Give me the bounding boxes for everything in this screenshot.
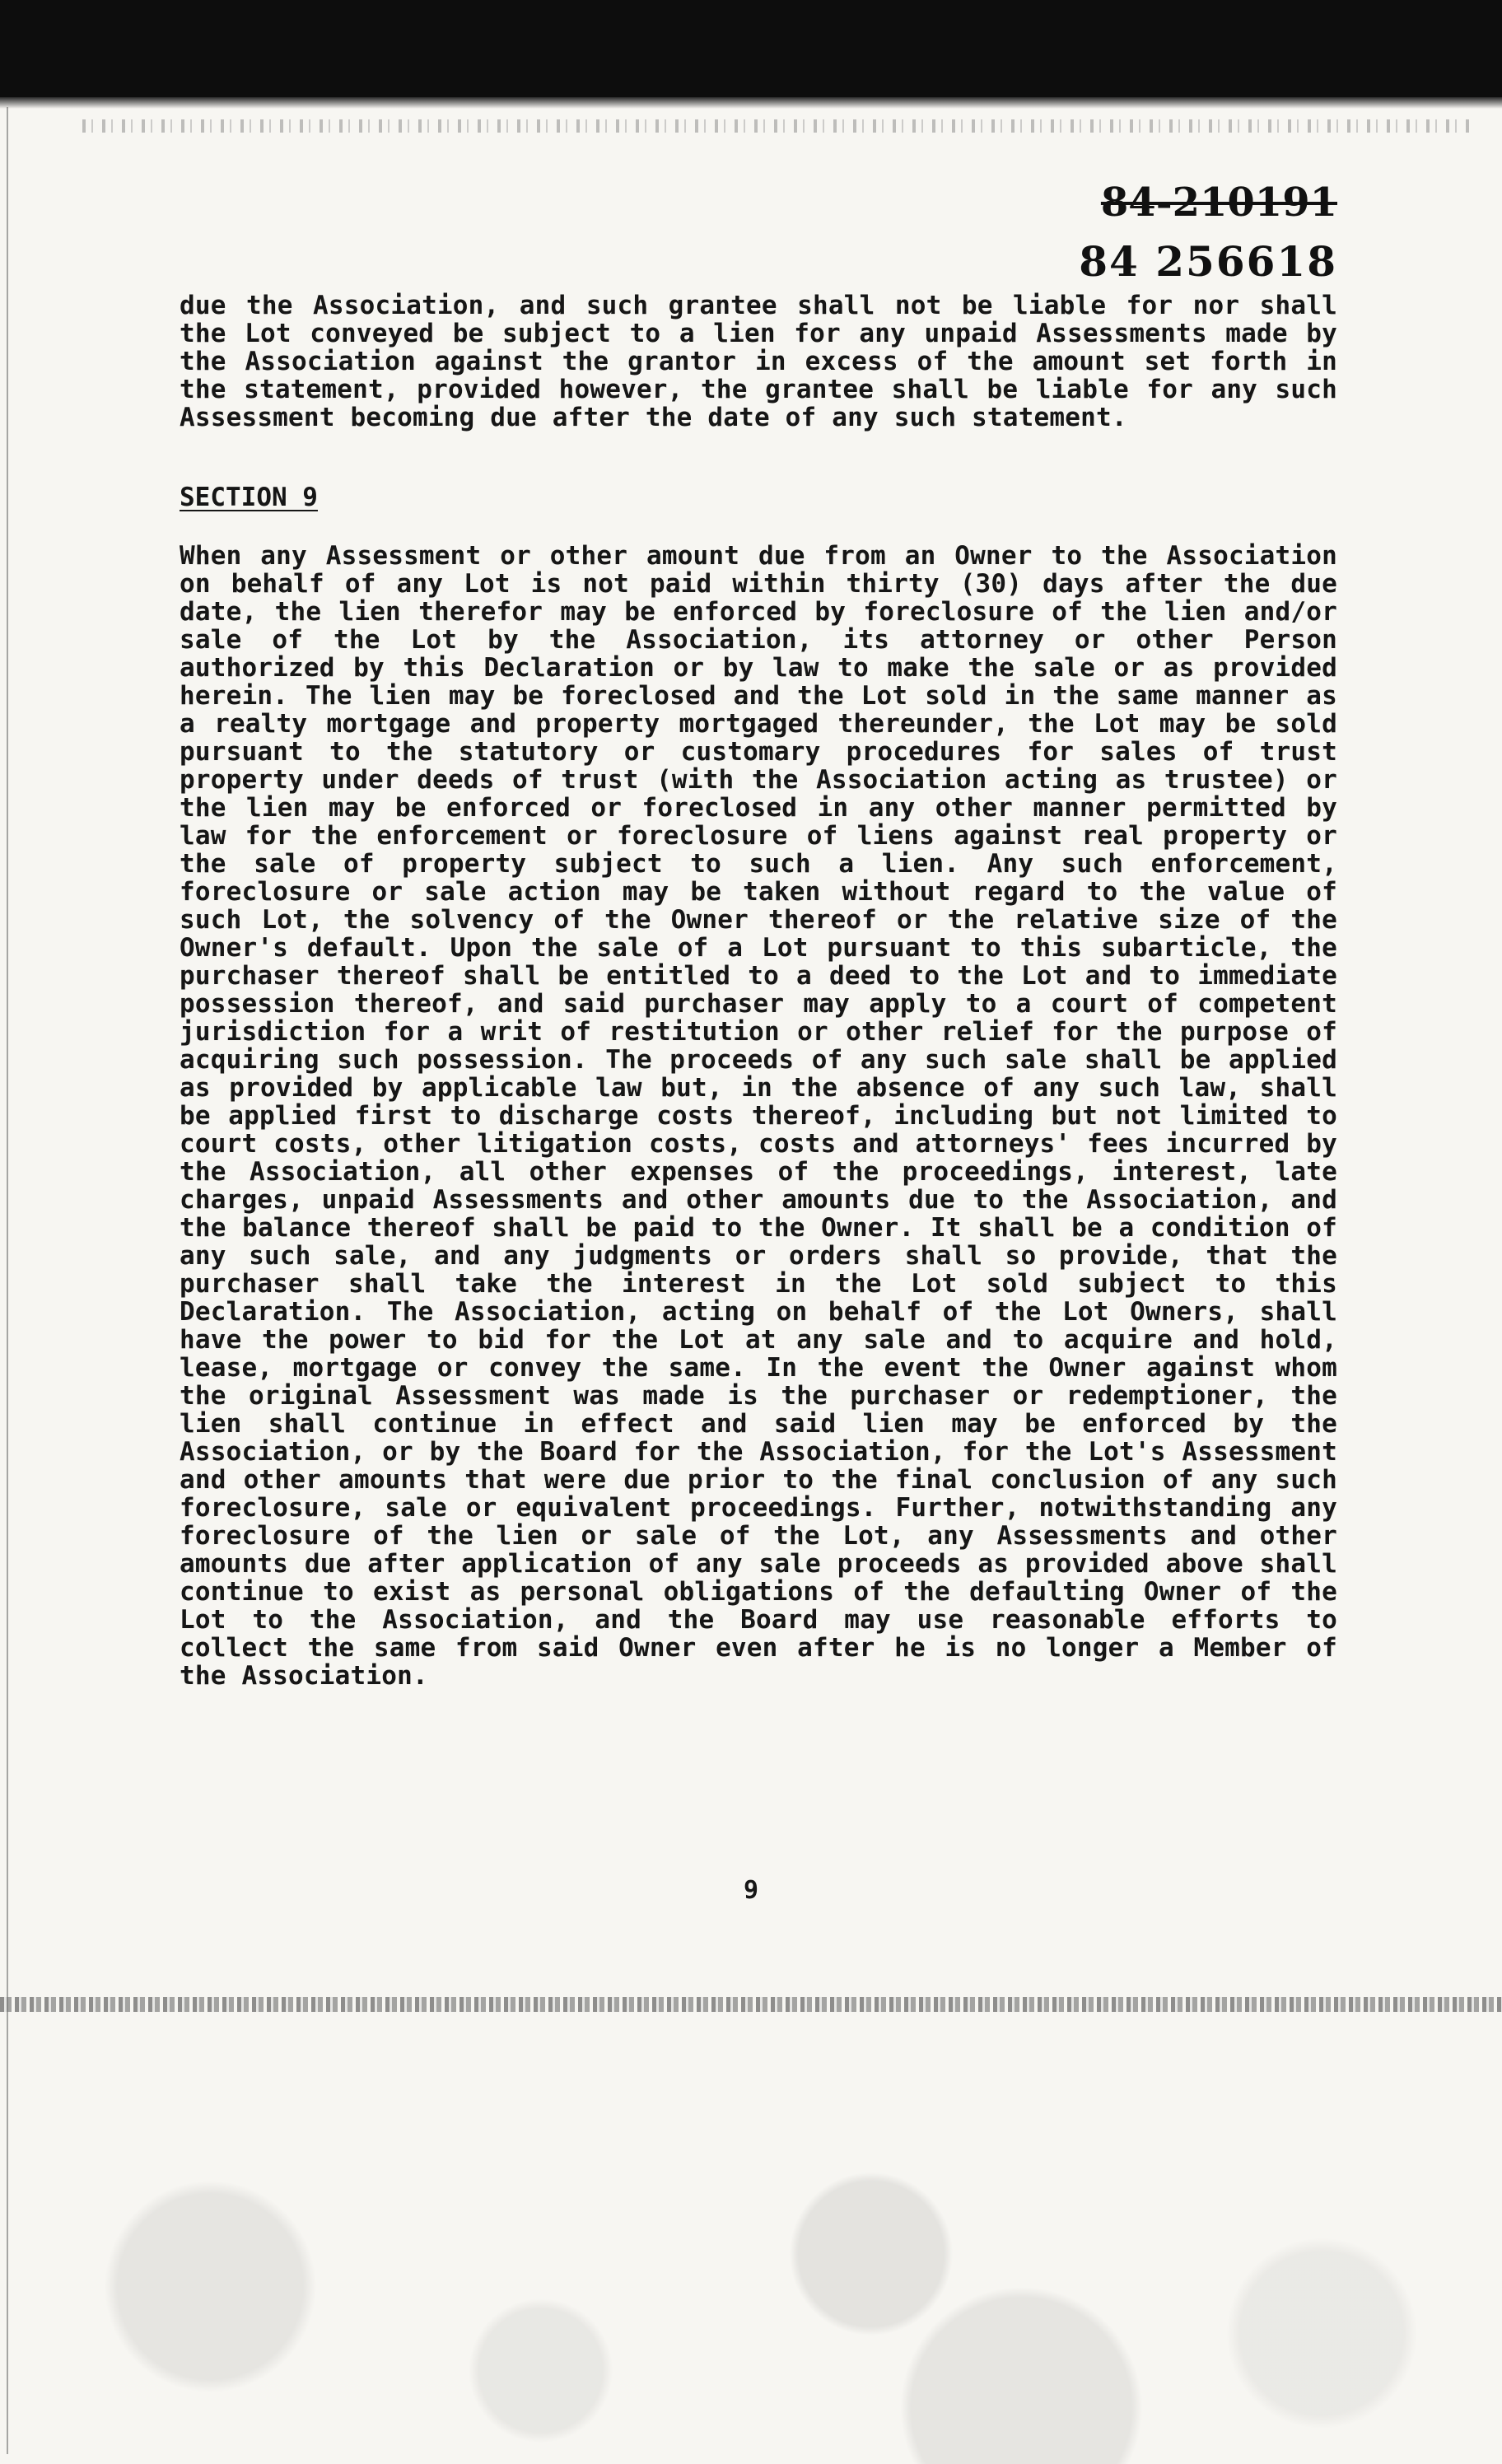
scan-bottom-noise bbox=[0, 1997, 1502, 2464]
struck-recording-number: 84-210191 bbox=[1100, 180, 1337, 226]
scanner-top-band bbox=[0, 0, 1502, 97]
section-body: When any Assessment or other amount due from an Owner to the Association on behalf of any Lot is not paid within thirty (30) days after the due date, the lien therefor may be enforced by foreclosure of the lien and/or sale of the Lot by the Association, its attorney or other Person authorized by this Declaration or by law to make the sale or as provided herein. The lien may be foreclosed and the Lot sold in the same manner as a realty mortgage and property mortgaged thereunder, the Lot may be sold pursuant to the statutory or customary procedures for sales of trust property under deeds of trust (with the Association acting as trustee) or the lien may be enforced or foreclosed in any other manner permitted by law for the enforcement or foreclosure of liens against real property or the sale of property subject to such a lien. Any such enforcement, foreclosure or sale action may be taken without regard to the value of such Lot, the solvency of the Owner thereof or the relative size of the Owner's default. Upon the sale of a Lot pursuant to this subarticle, the purchaser thereof shall be entitled to a deed to the Lot and to immediate possession thereof, and said purchaser may apply to a court of competent jurisdiction for a writ of restitution or other relief for the purpose of acquiring such possession. The proceeds of any such sale shall be applied as provided by applicable law but, in the absence of any such law, shall be applied first to discharge costs thereof, including but not limited to court costs, other litigation costs, costs and attorneys' fees incurred by the Association, all other expenses of the proceedings, interest, late charges, unpaid Assessments and other amounts due to the Association, and the balance thereof shall be paid to the Owner. It shall be a condition of any such sale, and any judgments or orders shall so provide, that the purchaser shall take the interest in the Lot sold subject to this Declaration. The Association, acting on behalf of the Lot Owners, shall have the power to bid for the Lot at any sale and to acquire and hold, lease, mortgage or convey the same. In the event the Owner against whom the original Assessment was made is the purchaser or redemptioner, the lien shall continue in effect and said lien may be enforced by the Association, or by the Board for the Association, for the Lot's Assessment and other amounts that were due prior to the final conclusion of any such foreclosure, sale or equivalent proceedings. Further, notwithstanding any foreclosure of the lien or sale of the Lot, any Assessments and other amounts due after application of any sale proceeds as provided above shall continue to exist as personal obligations of the defaulting Owner of the Lot to the Association, and the Board may use reasonable efforts to collect the same from said Owner even after he is no longer a Member of the Association. bbox=[180, 541, 1337, 1691]
continued-paragraph: due the Association, and such grantee shall not be liable for nor shall the Lot conveyed be subject to a lien for any unpaid Assessments made by the Association against the grantor in excess of the amount set forth in the statement, provided however, the grantee shall be liable for any such Assessment becoming due after the date of any such statement. bbox=[180, 291, 1337, 432]
scan-noise-line bbox=[82, 119, 1474, 133]
section-heading: SECTION 9 bbox=[180, 483, 318, 512]
recording-number: 84 256618 bbox=[1079, 237, 1337, 286]
page-number: 9 bbox=[743, 1876, 759, 1905]
